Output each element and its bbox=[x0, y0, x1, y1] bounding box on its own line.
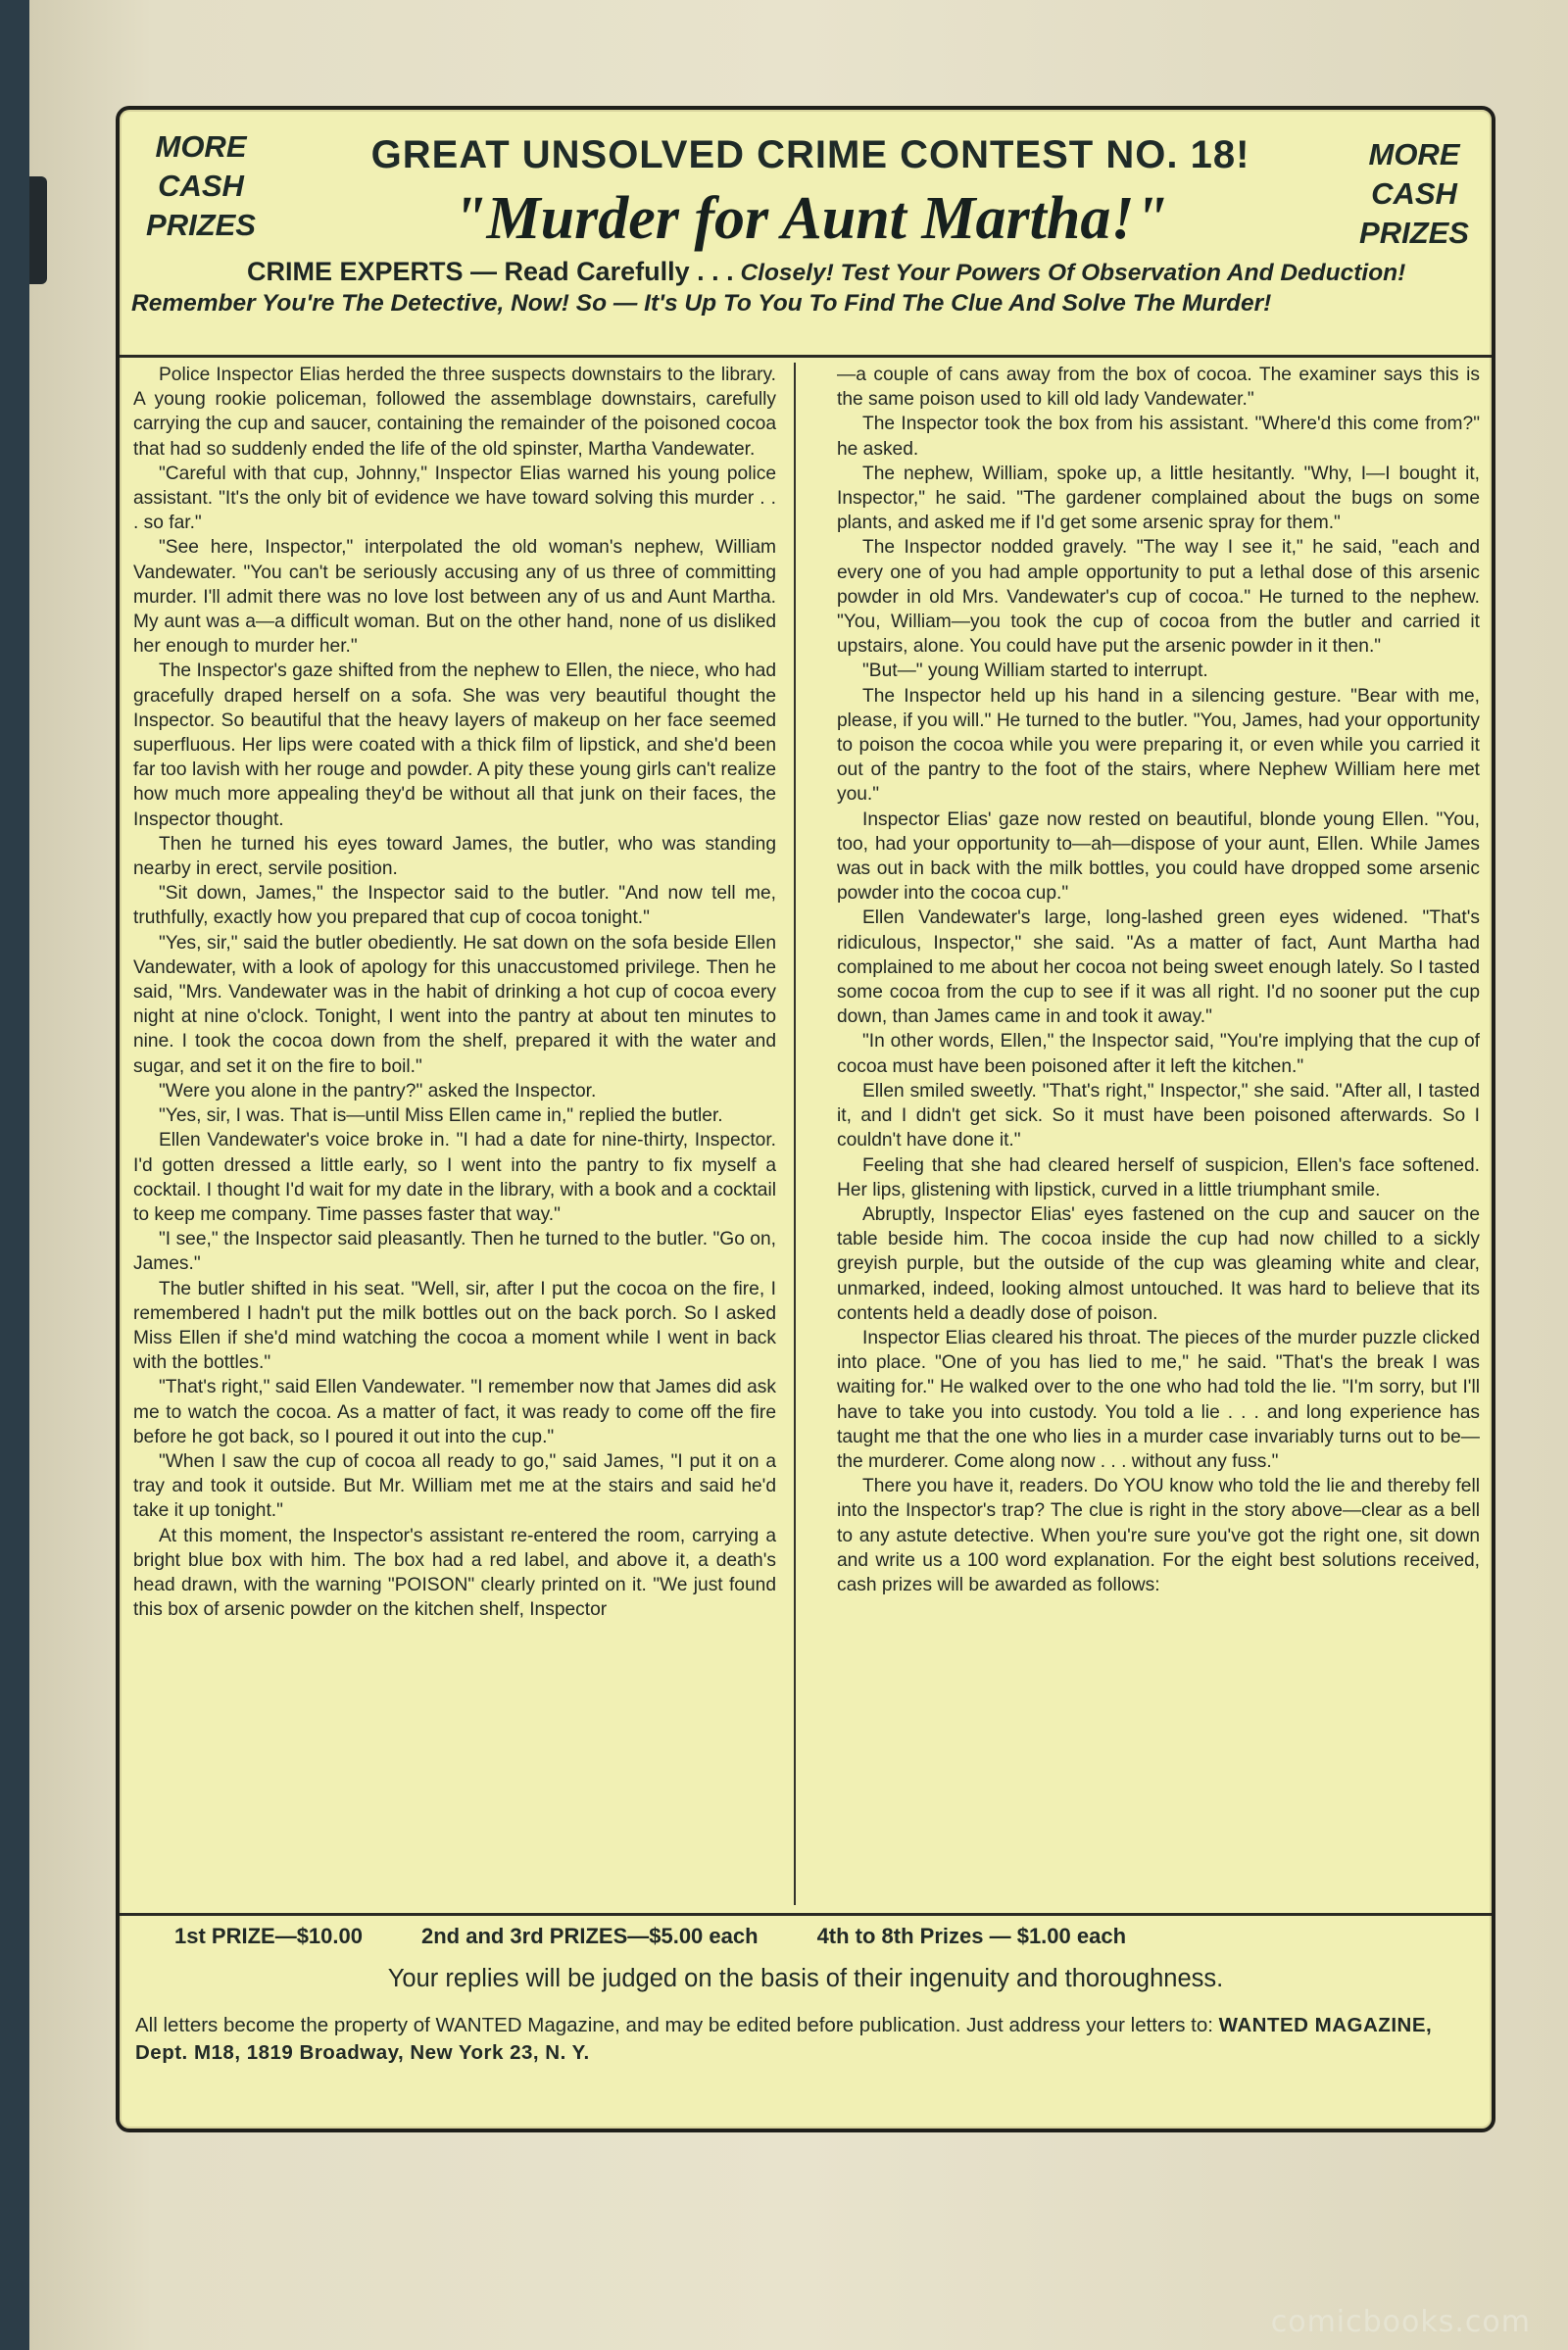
story-title: "Murder for Aunt Martha!" bbox=[453, 185, 1168, 252]
story-paragraph: —a couple of cans away from the box of cocoa. The examiner says this is the same poison used to kill old lady Vandewater." bbox=[837, 365, 1480, 411]
second-third-prize: 2nd and 3rd PRIZES—$5.00 each bbox=[420, 1924, 759, 1948]
right-prizes-line: CASH bbox=[1371, 176, 1457, 211]
story-left-column bbox=[133, 363, 776, 1911]
story-paragraph: "I see," the Inspector said pleasantly. Then he turned to the butler. "Go on, James." bbox=[133, 1229, 776, 1275]
magazine-page bbox=[29, 0, 1568, 2350]
story-paragraph: The Inspector nodded gravely. "The way I see it," he said, "each and every one of you had ample opportunity to put a lethal dose of this arsenic powder in old Mrs. Vandewater's cup of cocoa." He turned to the nephew. "You, William—you took the cup of cocoa from the butler and carried it upstairs, alone. You could have put the arsenic powder in it then." bbox=[837, 537, 1480, 658]
story-paragraph: "But—" young William started to interrupt. bbox=[862, 661, 1208, 682]
letters-note bbox=[135, 2012, 1478, 2067]
story-paragraph: "In other words, Ellen," the Inspector said, "You're implying that the cup of cocoa must have been poisoned after it left the kitchen." bbox=[837, 1031, 1480, 1077]
left-prizes-line: CASH bbox=[158, 169, 244, 203]
story-paragraph: The butler shifted in his seat. "Well, sir, after I put the cocoa on the fire, I remembered I hadn't put the milk bottles out on the back porch. So I asked Miss Ellen if she'd mind watching the cocoa a moment while I went in back with the bottles." bbox=[133, 1278, 776, 1374]
judging-note: Your replies will be judged on the basis of their ingenuity and thoroughness. bbox=[387, 1965, 1224, 1992]
story-paragraph: "Yes, sir," said the butler obediently. He sat down on the sofa beside Ellen Vandewater, with a look of apology for this unaccustomed privilege. Then he said, "Mrs. Vandewater was in the habit of drinking a hot cup of cocoa every night at nine o'clock. Tonight, I went into the pantry at about ten minutes to nine. I took the cocoa down from the shelf, prepared it with the water and sugar, and set it on the fire to boil." bbox=[133, 932, 776, 1077]
story-right-column bbox=[837, 363, 1480, 1911]
story-paragraph: "That's right," said Ellen Vandewater. "I remember now that James did ask me to watch the cocoa. As a matter of fact, it was ready to come off the fire before he got back, so I poured it out into the cup." bbox=[133, 1377, 776, 1447]
story-paragraph: Ellen Vandewater's large, long-lashed green eyes widened. "That's ridiculous, Inspector," she said. "As a matter of fact, Aunt Martha had complained to me about her cocoa not being sweet enough lately. So I tasted some cocoa from the cup to see if it was all right. I'd no sooner put the cup down, than James came in and took it away." bbox=[837, 907, 1480, 1028]
left-prizes-banner bbox=[127, 127, 274, 245]
story-paragraph: "Yes, sir, I was. That is—until Miss Ellen came in," replied the butler. bbox=[159, 1105, 723, 1127]
prize-box bbox=[120, 1913, 1492, 2131]
first-prize: 1st PRIZE—$10.00 bbox=[174, 1924, 363, 1948]
left-prizes-line: MORE bbox=[155, 129, 247, 164]
story-paragraph: Feeling that she had cleared herself of suspicion, Ellen's face softened. Her lips, glistening with lipstick, curved in a little triumphant smile. bbox=[837, 1154, 1480, 1200]
story-paragraph: The Inspector held up his hand in a silencing gesture. "Bear with me, please, if you will." He turned to the butler. "You, James, had your opportunity to poison the cocoa while you were preparing it, or even while you carried it out of the pantry to the foot of the stairs, where Nephew William here met you." bbox=[837, 685, 1480, 806]
story-paragraph: Ellen smiled sweetly. "That's right," Inspector," she said. "After all, I tasted it, and I didn't get sick. So it must have been poisoned afterwards. So I couldn't have done it." bbox=[837, 1080, 1480, 1151]
story-paragraph: "See here, Inspector," interpolated the old woman's nephew, William Vandewater. "You can't be seriously accusing any of us three of committing murder. I'll admit there was no love lost between any of us and Aunt Martha. My aunt was a—a difficult woman. But on the other hand, none of us disliked her enough to murder her." bbox=[133, 537, 776, 658]
contest-title: GREAT UNSOLVED CRIME CONTEST NO. 18! bbox=[370, 133, 1250, 176]
right-prizes-line: PRIZES bbox=[1359, 216, 1469, 250]
story-paragraph: The nephew, William, spoke up, a little hesitantly. "Why, I—I bought it, Inspector," he said. "The gardener complained about the bugs on some plants, and asked me if I'd get some arsenic spray for them." bbox=[837, 463, 1480, 534]
story-paragraph: "Careful with that cup, Johnny," Inspector Elias warned his young police assistant. "It's the only bit of evidence we have toward solving this murder . . . so far." bbox=[133, 463, 776, 534]
story-paragraph: Inspector Elias' gaze now rested on beautiful, blonde young Ellen. "You, too, had your opportunity to—ah—dispose of your aunt, Ellen. While James was out in back with the milk bottles, you could have dropped some arsenic powder into the cocoa cup." bbox=[837, 808, 1480, 905]
story-paragraph: The Inspector's gaze shifted from the nephew to Ellen, the niece, who had gracefully draped herself on a sofa. She was very beautiful thought the Inspector. So beautiful that the heavy layers of makeup on her face seemed superfluous. Her lips were coated with a thick film of lipstick, and she'd been far too lavish with her rouge and powder. A pity these young girls can't realize how much more appealing they'd be without all that junk on their faces, the Inspector thought. bbox=[133, 661, 776, 830]
contest-panel bbox=[116, 106, 1495, 2132]
story-paragraph: Inspector Elias cleared his throat. The pieces of the murder puzzle clicked into place. "One of you has lied to me," he said. "That's the break I was waiting for." He walked over to the one who had told the lie. "I'm sorry, but I'll have to take you into custody. You told a lie . . . and long experience has taught me that the one who lies in a murder case invariably turns out to be—the murderer. Come along now . . . without any fuss." bbox=[837, 1327, 1480, 1472]
story-paragraph: Abruptly, Inspector Elias' eyes fastened on the cup and saucer on the table beside him. The cocoa inside the cup had now chilled to a sickly greyish purple, but the outside of the cup was gleaming white and clear, unmarked, indeed, looking almost untouched. It was hard to believe that its contents held a deadly dose of poison. bbox=[837, 1203, 1480, 1324]
torn-edge bbox=[29, 176, 47, 284]
prize-list bbox=[174, 1924, 1448, 1949]
story-paragraph: "Sit down, James," the Inspector said to the butler. "And now tell me, truthfully, exactly how you prepared that cup of cocoa tonight." bbox=[133, 883, 776, 929]
left-prizes-line: PRIZES bbox=[146, 208, 256, 242]
letters-note-text: All letters become the property of WANTED Magazine, and may be edited before publication. Just address your letters to: bbox=[135, 2014, 1213, 2036]
right-prizes-line: MORE bbox=[1368, 137, 1460, 171]
header-divider bbox=[120, 355, 1492, 358]
story-paragraph: Then he turned his eyes toward James, the butler, who was standing nearby in erect, servile position. bbox=[133, 833, 776, 880]
story-columns bbox=[133, 363, 1480, 1911]
site-watermark: comicbooks.com bbox=[1270, 2305, 1531, 2339]
story-paragraph: "When I saw the cup of cocoa all ready to go," said James, "I put it on a tray and took it outside. But Mr. William met me at the stairs and said he'd take it up tonight." bbox=[133, 1450, 776, 1522]
column-divider bbox=[794, 363, 796, 1905]
contest-intro bbox=[131, 257, 1484, 318]
intro-lead: CRIME EXPERTS — Read Carefully . . . bbox=[247, 257, 734, 286]
story-paragraph: Police Inspector Elias herded the three suspects downstairs to the library. A young rookie policeman, followed the assemblage downstairs, carefully carrying the cup and saucer, containing the remainder of the poisoned cocoa that had so suddenly ended the life of the old spinster, Martha Vandewater. bbox=[133, 365, 776, 460]
fourth-eighth-prize: 4th to 8th Prizes — $1.00 each bbox=[816, 1924, 1127, 1948]
story-paragraph: The Inspector took the box from his assistant. "Where'd this come from?" he asked. bbox=[837, 414, 1480, 460]
right-prizes-banner bbox=[1341, 135, 1488, 253]
story-paragraph: "Were you alone in the pantry?" asked the Inspector. bbox=[159, 1080, 597, 1102]
story-paragraph: Ellen Vandewater's voice broke in. "I had a date for nine-thirty, Inspector. I'd gotten dressed a little early, so I went into the pantry to fix myself a cocktail. I thought I'd wait for my date in the library, with a book and a cocktail to keep me company. Time passes faster that way." bbox=[133, 1130, 776, 1225]
contest-header bbox=[120, 110, 1492, 355]
story-paragraph: There you have it, readers. Do YOU know who told the lie and thereby fell into the Inspector's trap? The clue is right in the story above—clear as a bell to any astute detective. When you're sure you've got the right one, sit down and write us a 100 word explanation. For the eight best solutions received, cash prizes will be awarded as follows: bbox=[837, 1476, 1480, 1595]
story-paragraph: At this moment, the Inspector's assistant re-entered the room, carrying a bright blue box with him. The box had a red label, and above it, a death's head drawn, with the warning "POISON" clearly printed on it. "We just found this box of arsenic powder on the kitchen shelf, Inspector bbox=[133, 1525, 776, 1621]
intro-rest: Closely! Test Your Powers Of Observation And Deduction! Remember You're The Detective, Now! So — It's Up To You To Find The Clue And Solve The Murder! bbox=[131, 260, 1406, 317]
mailing-address: WANTED MAGAZINE, Dept. M18, 1819 Broadway, New York 23, N. Y. bbox=[135, 2014, 1433, 2064]
